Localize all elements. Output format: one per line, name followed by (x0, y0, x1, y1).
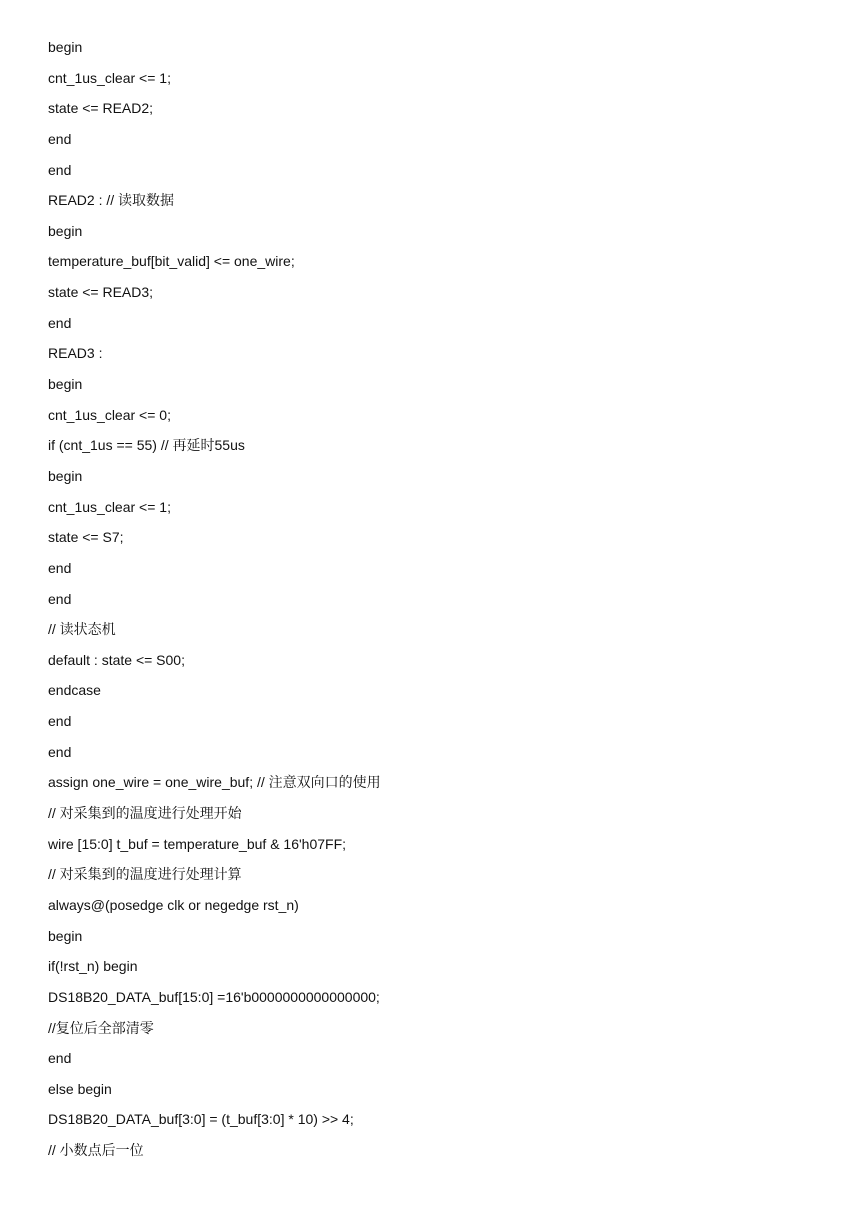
code-line: end (48, 590, 72, 607)
code-line: if(!rst_n) begin (48, 958, 138, 975)
code-line: READ2 : // 读取数据 (48, 192, 175, 209)
code-line: end (48, 743, 72, 760)
code-line: // 小数点后一位 (48, 1142, 144, 1159)
code-line: end (48, 314, 72, 331)
code-line: wire [15:0] t_buf = temperature_buf & 16'h07FF; (48, 835, 347, 852)
code-line: begin (48, 927, 83, 944)
code-line: cnt_1us_clear <= 0; (48, 406, 171, 423)
code-line: default : state <= S00; (48, 651, 185, 668)
code-line: state <= READ2; (48, 100, 154, 117)
code-line: state <= READ3; (48, 284, 154, 301)
code-line: cnt_1us_clear <= 1; (48, 498, 171, 515)
code-line: temperature_buf[bit_valid] <= one_wire; (48, 253, 295, 270)
code-line: READ3 : (48, 345, 103, 362)
code-line: // 对采集到的温度进行处理开始 (48, 805, 242, 822)
code-line: // 对采集到的温度进行处理计算 (48, 866, 242, 883)
code-line: end (48, 1050, 72, 1067)
code-line: assign one_wire = one_wire_buf; // 注意双向口的使用 (48, 774, 381, 791)
code-line: if (cnt_1us == 55) // 再延时55us (48, 437, 245, 454)
code-line: end (48, 559, 72, 576)
code-line: begin (48, 39, 83, 55)
code-line: // 读状态机 (48, 621, 116, 638)
code-line: end (48, 161, 72, 178)
code-line: endcase (48, 682, 101, 699)
code-line: end (48, 713, 72, 730)
code-line: //复位后全部清零 (48, 1019, 154, 1036)
code-line: state <= S7; (48, 529, 124, 546)
code-line: begin (48, 376, 83, 393)
code-line: else begin (48, 1080, 112, 1097)
code-line: cnt_1us_clear <= 1; (48, 69, 171, 86)
code-line: begin (48, 467, 83, 484)
code-line: DS18B20_DATA_buf[3:0] = (t_buf[3:0] * 10) >> 4; (48, 1111, 354, 1128)
document-body (48, 38, 828, 1172)
code-line: always@(posedge clk or negedge rst_n) (48, 896, 299, 913)
code-line: end (48, 130, 72, 147)
code-line: DS18B20_DATA_buf[15:0] =16'b0000000000000000; (48, 988, 380, 1005)
code-line: begin (48, 222, 83, 239)
